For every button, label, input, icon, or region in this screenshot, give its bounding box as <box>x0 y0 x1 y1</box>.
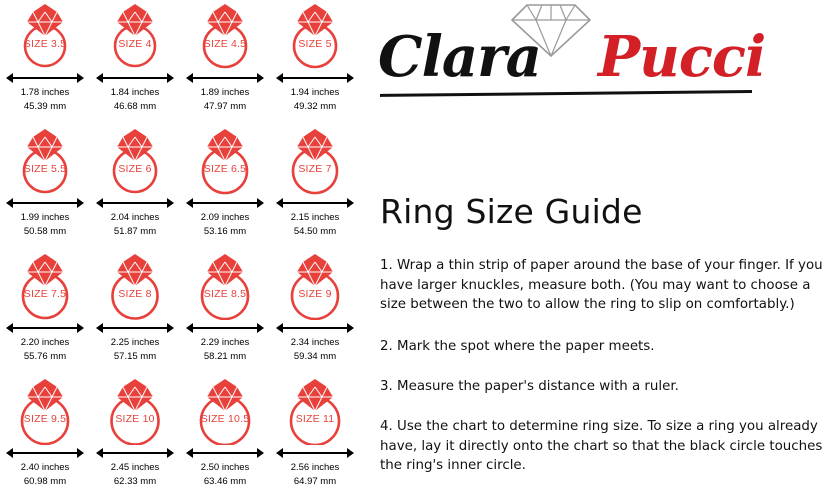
measurement-inches: 1.84 inches <box>110 87 160 98</box>
size-cell-6-5 <box>180 125 270 250</box>
measurement-mm: 60.98 mm <box>23 475 67 487</box>
measurement-mm: 47.97 mm <box>203 100 247 112</box>
ring-illustration <box>95 127 175 195</box>
measurement-inches: 2.40 inches <box>20 462 70 473</box>
size-cell-4 <box>90 0 180 125</box>
ring-size-label: SIZE 7.5 <box>23 287 67 300</box>
size-cell-3-5 <box>0 0 90 125</box>
ring-illustration <box>5 377 85 445</box>
ring-size-label: SIZE 6 <box>118 162 152 175</box>
diameter-arrow <box>276 71 354 85</box>
ring-size-label: SIZE 9 <box>298 287 332 300</box>
size-cell-7 <box>270 125 360 250</box>
diameter-arrow <box>96 321 174 335</box>
ring-illustration <box>275 377 355 445</box>
ring-size-label: SIZE 7 <box>298 162 332 175</box>
ring-size-label: SIZE 5 <box>298 37 332 50</box>
measurement-inches: 2.15 inches <box>290 212 340 223</box>
guide-step-3: 3. Measure the paper's distance with a ruler. <box>380 379 679 394</box>
measurement-mm: 54.50 mm <box>293 225 337 237</box>
measurement-mm: 46.68 mm <box>113 100 157 112</box>
ring-illustration <box>185 2 265 70</box>
brand-name-last: Pucci <box>598 24 766 90</box>
logo-underline <box>380 90 752 97</box>
size-row <box>0 375 362 500</box>
size-row <box>0 250 362 375</box>
size-cell-8 <box>90 250 180 375</box>
measurement-mm: 63.46 mm <box>203 475 247 487</box>
measurement-inches: 1.78 inches <box>20 87 70 98</box>
measurement-mm: 57.15 mm <box>113 350 157 362</box>
diameter-arrow <box>6 321 84 335</box>
size-cell-9-5 <box>0 375 90 500</box>
guide-panel <box>368 0 839 501</box>
measurement-mm: 53.16 mm <box>203 225 247 237</box>
diameter-arrow <box>96 71 174 85</box>
ring-size-label: SIZE 10 <box>115 412 155 425</box>
measurement-inches: 2.29 inches <box>200 337 250 348</box>
measurement-inches: 2.25 inches <box>110 337 160 348</box>
size-cell-8-5 <box>180 250 270 375</box>
measurement-mm: 55.76 mm <box>23 350 67 362</box>
measurement-inches: 2.34 inches <box>290 337 340 348</box>
measurement-inches: 1.94 inches <box>290 87 340 98</box>
ring-illustration <box>185 377 265 445</box>
size-cell-4-5 <box>180 0 270 125</box>
size-cell-7-5 <box>0 250 90 375</box>
ring-illustration <box>275 127 355 195</box>
measurement-inches: 2.50 inches <box>200 462 250 473</box>
ring-illustration <box>275 2 355 70</box>
ring-size-label: SIZE 8 <box>118 287 152 300</box>
size-cell-11 <box>270 375 360 500</box>
measurement-mm: 45.39 mm <box>23 100 67 112</box>
measurement-mm: 64.97 mm <box>293 475 337 487</box>
measurement-inches: 2.45 inches <box>110 462 160 473</box>
measurement-inches: 2.09 inches <box>200 212 250 223</box>
diameter-arrow <box>276 446 354 460</box>
size-cell-10-5 <box>180 375 270 500</box>
ring-size-label: SIZE 9.5 <box>23 412 67 425</box>
guide-step-1: 1. Wrap a thin strip of paper around the base of your finger. If you have larger knuckles, measure both. (You may want to choose a size between the two to allow the ring to slip on comfortably.) <box>380 258 823 312</box>
ring-illustration <box>5 252 85 320</box>
diameter-arrow <box>6 196 84 210</box>
diameter-arrow <box>6 71 84 85</box>
size-cell-9 <box>270 250 360 375</box>
ring-size-label: SIZE 5.5 <box>23 162 67 175</box>
ring-size-chart <box>0 0 362 501</box>
measurement-mm: 59.34 mm <box>293 350 337 362</box>
ring-illustration <box>95 377 175 445</box>
size-cell-5-5 <box>0 125 90 250</box>
measurement-inches: 1.89 inches <box>200 87 250 98</box>
measurement-mm: 58.21 mm <box>203 350 247 362</box>
brand-logo <box>368 0 839 108</box>
measurement-mm: 62.33 mm <box>113 475 157 487</box>
diameter-arrow <box>186 196 264 210</box>
measurement-inches: 2.04 inches <box>110 212 160 223</box>
ring-illustration <box>185 127 265 195</box>
ring-size-label: SIZE 10.5 <box>200 412 250 425</box>
ring-size-label: SIZE 3.5 <box>23 37 67 50</box>
diameter-arrow <box>186 321 264 335</box>
diameter-arrow <box>186 71 264 85</box>
ring-illustration <box>185 252 265 320</box>
ring-size-label: SIZE 4 <box>118 37 152 50</box>
measurement-mm: 49.32 mm <box>293 100 337 112</box>
diameter-arrow <box>96 446 174 460</box>
size-row <box>0 125 362 250</box>
measurement-inches: 2.56 inches <box>290 462 340 473</box>
diameter-arrow <box>96 196 174 210</box>
measurement-inches: 1.99 inches <box>20 212 70 223</box>
diameter-arrow <box>6 446 84 460</box>
ring-illustration <box>95 252 175 320</box>
diameter-arrow <box>186 446 264 460</box>
page-title: Ring Size Guide <box>380 192 643 231</box>
brand-name-first: Clara <box>378 24 541 90</box>
size-cell-5 <box>270 0 360 125</box>
guide-step-4: 4. Use the chart to determine ring size. To size a ring you already have, lay it directly onto the chart so that the black circle touches the ring's inner circle. <box>380 419 823 473</box>
ring-size-label: SIZE 6.5 <box>203 162 247 175</box>
measurement-mm: 50.58 mm <box>23 225 67 237</box>
ring-illustration <box>95 2 175 70</box>
ring-size-label: SIZE 8.5 <box>203 287 247 300</box>
ring-illustration <box>5 127 85 195</box>
size-row <box>0 0 362 125</box>
diameter-arrow <box>276 321 354 335</box>
ring-illustration <box>5 2 85 70</box>
size-cell-6 <box>90 125 180 250</box>
measurement-inches: 2.20 inches <box>20 337 70 348</box>
ring-size-label: SIZE 11 <box>295 412 335 425</box>
diameter-arrow <box>276 196 354 210</box>
size-cell-10 <box>90 375 180 500</box>
ring-illustration <box>275 252 355 320</box>
ring-size-label: SIZE 4.5 <box>203 37 247 50</box>
measurement-mm: 51.87 mm <box>113 225 157 237</box>
guide-step-2: 2. Mark the spot where the paper meets. <box>380 339 655 354</box>
